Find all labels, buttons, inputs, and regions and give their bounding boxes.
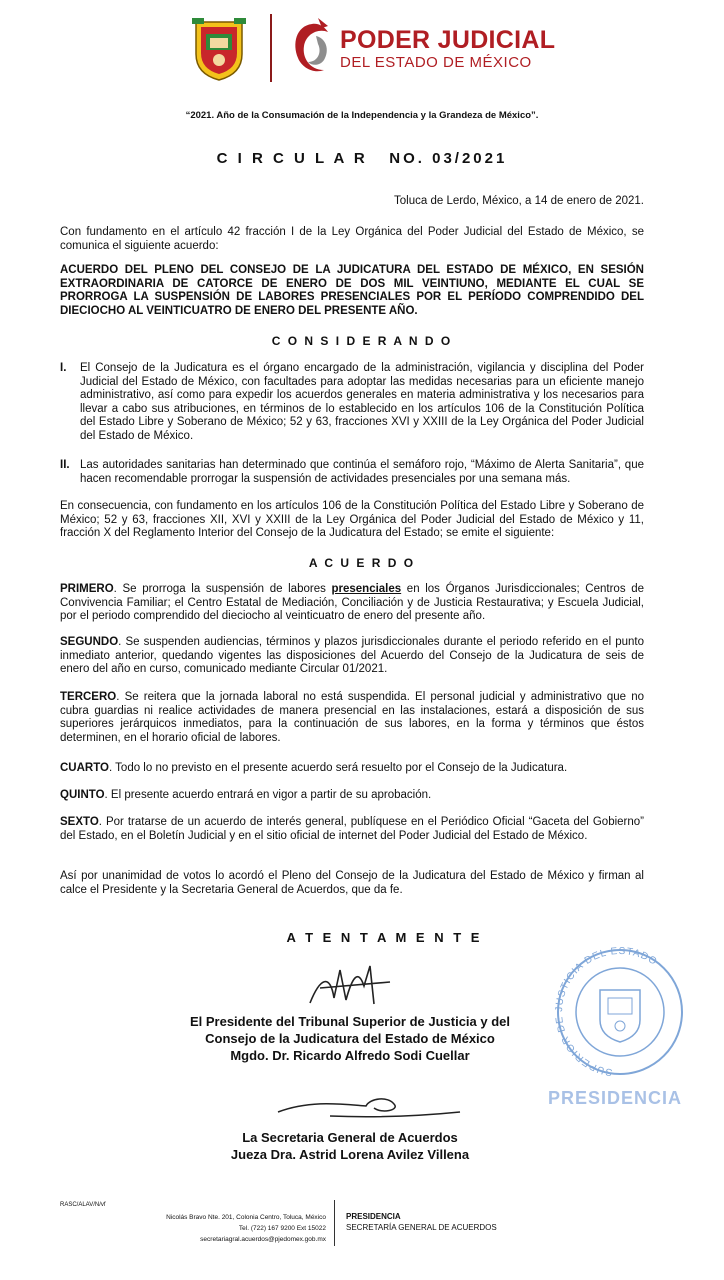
attentive-heading: A T E N T A M E N T E xyxy=(286,930,483,945)
institution-title: PODER JUDICIAL xyxy=(340,26,556,54)
cuarto-text: . Todo lo no previsto en el presente acuerdo será resuelto por el Consejo de la Judicatura. xyxy=(108,762,568,774)
state-coat-of-arms-logo xyxy=(190,14,248,82)
segundo-paragraph xyxy=(60,636,644,677)
agreement-title: ACUERDO DEL PLENO DEL CONSEJO DE LA JUDICATURA DEL ESTADO DE MÉXICO, EN SESIÓN EXTRAORDINARIA DE CATORCE DE ENERO DE DOS MIL VEINTIUNO, MEDIANTE EL CUAL SE PRORROGA LA SUSPENSIÓN DE LABORES PRESENCIALES POR EL PERÍODO COMPRENDIDO DEL DIECIOCHO AL VEINTICUATRO DE ENERO DEL PRESENTE AÑO. xyxy=(60,264,644,317)
footer-phone: Tel. (722) 167 9200 Ext 15022 xyxy=(238,1225,326,1232)
footer-department: SECRETARÍA GENERAL DE ACUERDOS xyxy=(346,1223,497,1232)
segundo-text: . Se suspenden audiencias, términos y plazos jurisdiccionales durante el periodo referido en el punto inmediato anterior, quedando vigentes las disposiciones del Acuerdo del Consejo de la Judicatura de seis de enero del año en curso, comunicado mediante Circular 01/2021. xyxy=(60,636,644,675)
consequence-paragraph: En consecuencia, con fundamento en los artículos 106 de la Constitución Política del Estado Libre y Soberano de México; 52 y 63, fracciones XII, XVI y XXIII de la Ley Orgánica del Poder Judicial del Estado de México y 11, fracción X del Reglamento Interior del Consejo de la Judicatura del Estado; se emite el siguiente: xyxy=(60,500,644,539)
footer-office-name: PRESIDENCIA xyxy=(346,1212,401,1221)
secretary-title: La Secretaria General de Acuerdos xyxy=(242,1130,458,1145)
document-initials: RASC/ALAV/N/vf xyxy=(60,1202,106,1208)
primero-paragraph xyxy=(60,583,644,624)
quinto-lead: QUINTO xyxy=(60,789,105,801)
secretary-signature xyxy=(270,1090,470,1135)
primero-emphasis: presenciales xyxy=(331,583,402,595)
primero-text-post: en los Órganos Jurisdiccionales; Centros de Convivencia Familiar; el Centro Estatal de Mediación, Conciliación y de Justicia Restaurativa; y Escuela Judicial, por el periodo comprendido del dieciocho al veinticuatro de enero del presente año. xyxy=(60,583,645,622)
quinto-text: . El presente acuerdo entrará en vigor a partir de su aprobación. xyxy=(104,789,432,801)
sexto-paragraph xyxy=(60,816,644,843)
footer-address: Nicolás Bravo Nte. 201, Colonia Centro, Toluca, México xyxy=(166,1214,326,1221)
item-text: Las autoridades sanitarias han determinado que continúa el semáforo rojo, “Máximo de Alerta Sanitaria”, que hacen recomendable prorrogar la suspensión de actividades presenciales por una semana más. xyxy=(80,459,644,485)
footer-email: secretariagral.acuerdos@pjedomex.gob.mx xyxy=(200,1236,326,1243)
primero-lead: PRIMERO xyxy=(60,583,114,595)
year-motto: “2021. Año de la Consumación de la Independencia y la Grandeza de México”. xyxy=(185,110,539,121)
president-title-line1: El Presidente del Tribunal Superior de Justicia y del xyxy=(189,1014,511,1029)
place-and-date: Toluca de Lerdo, México, a 14 de enero de 2021. xyxy=(394,195,644,207)
considerando-item-1 xyxy=(60,362,644,443)
cuarto-paragraph xyxy=(60,762,644,776)
footer-divider xyxy=(334,1200,335,1246)
item-number: I. xyxy=(60,362,67,374)
stamp-ring-text: SUPERIOR DE JUSTICIA DEL ESTADO xyxy=(553,945,660,1078)
stamp-label: PRESIDENCIA xyxy=(548,1088,683,1108)
considerando-item-2 xyxy=(60,459,644,486)
segundo-lead: SEGUNDO xyxy=(60,636,119,648)
item-text: El Consejo de la Judicatura es el órgano encargado de la administración, vigilancia y disciplina del Poder Judicial del Estado de México, con facultades para adoptar las medidas necesarias para un eficiente manejo administrativo, así como para expedir los acuerdos generales en materia administrativa y los necesarios para llevar a cabo sus atribuciones, en términos de lo establecido en los artículos 106 de la Constitución Política del Estado Libre y Soberano de México; 52 y 63, fracciones XVI y XXIII de la Ley Orgánica del Poder Judicial del Estado de México. xyxy=(80,362,644,442)
quinto-paragraph xyxy=(60,789,644,803)
tercero-text: . Se reitera que la jornada laboral no está suspendida. El personal judicial y administrativo que no cubra guardias ni realice actividades de manera presencial en las instalaciones, estará a disposición de sus superiores jerárquicos inmediatos, para la continuación de sus labores, en la forma y términos que éstos determinen, en el horario oficial de labores. xyxy=(60,691,644,744)
secretary-name: Jueza Dra. Astrid Lorena Avilez Villena xyxy=(230,1147,470,1162)
header-divider xyxy=(270,14,272,82)
tercero-lead: TERCERO xyxy=(60,691,117,703)
circular-title: C I R C U L A R NO. 03/2021 xyxy=(216,150,508,167)
sexto-text: . Por tratarse de un acuerdo de interés general, publíquese en el Periódico Oficial “Gaceta del Gobierno” del Estado, en el Boletín Judicial y en el sitio oficial de internet del Poder Judicial del Estado de México. xyxy=(60,816,644,842)
primero-text-pre: . Se prorroga la suspensión de labores xyxy=(113,583,332,595)
intro-paragraph: Con fundamento en el artículo 42 fracción I de la Ley Orgánica del Poder Judicial del Estado de México, se comunica el siguiente acuerdo: xyxy=(60,226,644,252)
tercero-paragraph xyxy=(60,691,644,745)
closing-paragraph: Así por unanimidad de votos lo acordó el Pleno del Consejo de la Judicatura del Estado de México y firman al calce el Presidente y la Secretaria General de Acuerdos, que da fe. xyxy=(60,870,644,896)
president-name: Mgdo. Dr. Ricardo Alfredo Sodi Cuellar xyxy=(230,1048,470,1063)
judicial-power-logo xyxy=(288,14,336,82)
sexto-lead: SEXTO xyxy=(60,816,99,828)
acuerdo-heading: A C U E R D O xyxy=(308,556,416,570)
considerando-heading: C O N S I D E R A N D O xyxy=(271,334,453,348)
president-title-line2: Consejo de la Judicatura del Estado de México xyxy=(205,1031,495,1046)
cuarto-lead: CUARTO xyxy=(60,762,109,774)
footer-office xyxy=(346,1211,497,1233)
institution-subtitle: DEL ESTADO DE MÉXICO xyxy=(340,54,532,71)
item-number: II. xyxy=(60,459,70,471)
